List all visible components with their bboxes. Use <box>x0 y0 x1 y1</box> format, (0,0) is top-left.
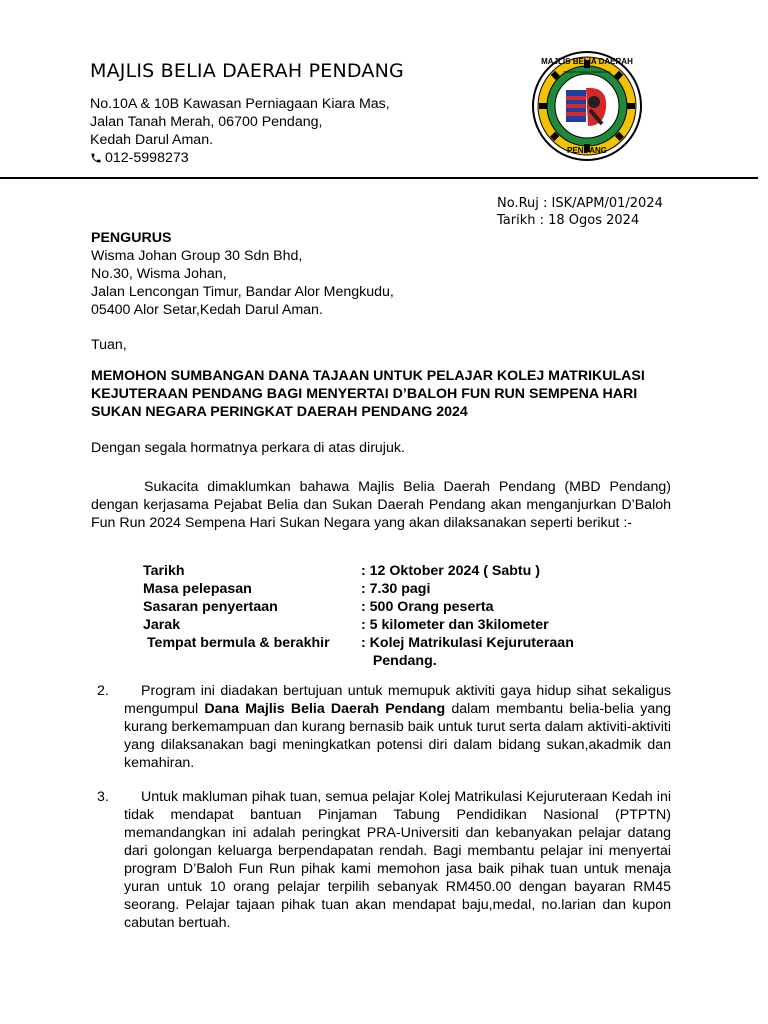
detail-row <box>143 616 611 634</box>
org-address <box>90 95 390 167</box>
point-2 <box>91 682 671 772</box>
point-3 <box>91 788 671 932</box>
point-text-before: Program ini diadakan bertujuan untuk memupuk aktiviti gaya hidup sihat sekaligus mengumpul <box>124 683 671 717</box>
detail-row <box>143 652 611 670</box>
mbd-logo <box>526 50 648 162</box>
event-details <box>143 562 611 670</box>
detail-label <box>143 652 361 670</box>
reference-number: No.Ruj : ISK/APM/01/2024 <box>497 196 663 211</box>
detail-row <box>143 580 611 598</box>
detail-label: Tarikh <box>143 563 185 579</box>
point-number: 3. <box>97 789 109 805</box>
detail-value: : 7.30 pagi <box>361 581 431 597</box>
point-text <box>124 682 671 772</box>
detail-value: : Kolej Matrikulasi Kejuruteraan <box>361 635 574 651</box>
salutation: Tuan, <box>91 337 127 353</box>
opening-paragraph: Dengan segala hormatnya perkara di atas dirujuk. <box>91 440 405 456</box>
point-text-bold: Dana Majlis Belia Daerah Pendang <box>204 701 446 717</box>
detail-value: : 500 Orang peserta <box>361 599 494 615</box>
detail-value: : 5 kilometer dan 3kilometer <box>361 617 549 633</box>
phone-line <box>90 149 390 167</box>
detail-value: : 12 Oktober 2024 ( Sabtu ) <box>361 563 540 579</box>
address-line: No.10A & 10B Kawasan Perniagaan Kiara Mas, <box>90 96 390 112</box>
intro-paragraph <box>91 478 671 532</box>
recipient-line: Wisma Johan Group 30 Sdn Bhd, <box>91 248 303 264</box>
reference-date: Tarikh : 18 Ogos 2024 <box>497 213 640 228</box>
recipient-title: PENGURUS <box>91 230 172 246</box>
header-divider <box>0 177 758 179</box>
letter-subject: MEMOHON SUMBANGAN DANA TAJAAN UNTUK PELAJAR KOLEJ MATRIKULASI KEJUTERAAN PENDANG BAGI MENYERTAI D’BALOH FUN RUN SEMPENA HARI SUKAN NEGARA PERINGKAT DAERAH PENDANG 2024 <box>91 368 645 420</box>
logo-text-top: MAJLIS BELIA DAERAH <box>541 57 633 66</box>
point-number: 2. <box>97 683 109 699</box>
address-line: Jalan Tanah Merah, 06700 Pendang, <box>90 114 323 130</box>
detail-label: Sasaran penyertaan <box>143 599 278 615</box>
phone-icon <box>90 152 102 164</box>
recipient-block <box>91 229 394 319</box>
detail-label: Tempat bermula & berakhir <box>143 635 330 651</box>
detail-row <box>143 562 611 580</box>
org-name: MAJLIS BELIA DAERAH PENDANG <box>90 60 404 82</box>
logo-text-band: BERSATU TENAGA PEMBANGUN <box>563 70 611 74</box>
intro-paragraph-text: Sukacita dimaklumkan bahawa Majlis Belia Daerah Pendang (MBD Pendang) dengan kerjasama Pejabat Belia dan Sukan Daerah Pendang akan menganjurkan D’Baloh Fun Run 2024 Sempena Hari Sukan Negara yang akan dilaksanakan seperti berikut :- <box>91 479 671 531</box>
detail-label: Jarak <box>143 617 181 633</box>
recipient-line: Jalan Lencongan Timur, Bandar Alor Mengkudu, <box>91 284 394 300</box>
point-text <box>124 788 671 932</box>
logo-text-bottom: PENDANG <box>566 146 608 155</box>
address-line: Kedah Darul Aman. <box>90 132 214 148</box>
detail-label: Masa pelepasan <box>143 581 252 597</box>
detail-value: Pendang. <box>361 653 437 669</box>
reference-block <box>497 195 663 229</box>
detail-row <box>143 634 611 652</box>
point-text-after: dalam membantu belia-belia yang kurang berkemampuan dan kurang bernasib baik untuk turut serta dalam aktiviti-aktiviti yang dilaksanakan bagi meningkatkan potensi diri dalam bidang sukan,akadmik dan kemahiran. <box>124 701 671 771</box>
point-text-body: Untuk makluman pihak tuan, semua pelajar Kolej Matrikulasi Kejuruteraan Kedah ini tidak mendapat bantuan Pinjaman Tabung Pendidikan Nasional (PTPTN) memandangkan ini adalah peringkat PRA-Universiti dan kebanyakan pelajar datang dari golongan keluarga berpendapatan rendah. Bagi membantu pelajar ini menyertai program D’Baloh Fun Run pihak kami memohon jasa baik pihak tuan untuk menaja yuran untuk 10 orang pelajar terpilih sebanyak RM450.00 dengan bayaran RM45 seorang. Pelajar tajaan pihak tuan akan mendapat baju,medal, no.larian dan kupon cabutan bertuah. <box>124 789 671 931</box>
recipient-line: 05400 Alor Setar,Kedah Darul Aman. <box>91 302 323 318</box>
detail-row <box>143 598 611 616</box>
recipient-line: No.30, Wisma Johan, <box>91 266 227 282</box>
phone-number: 012-5998273 <box>105 150 189 166</box>
